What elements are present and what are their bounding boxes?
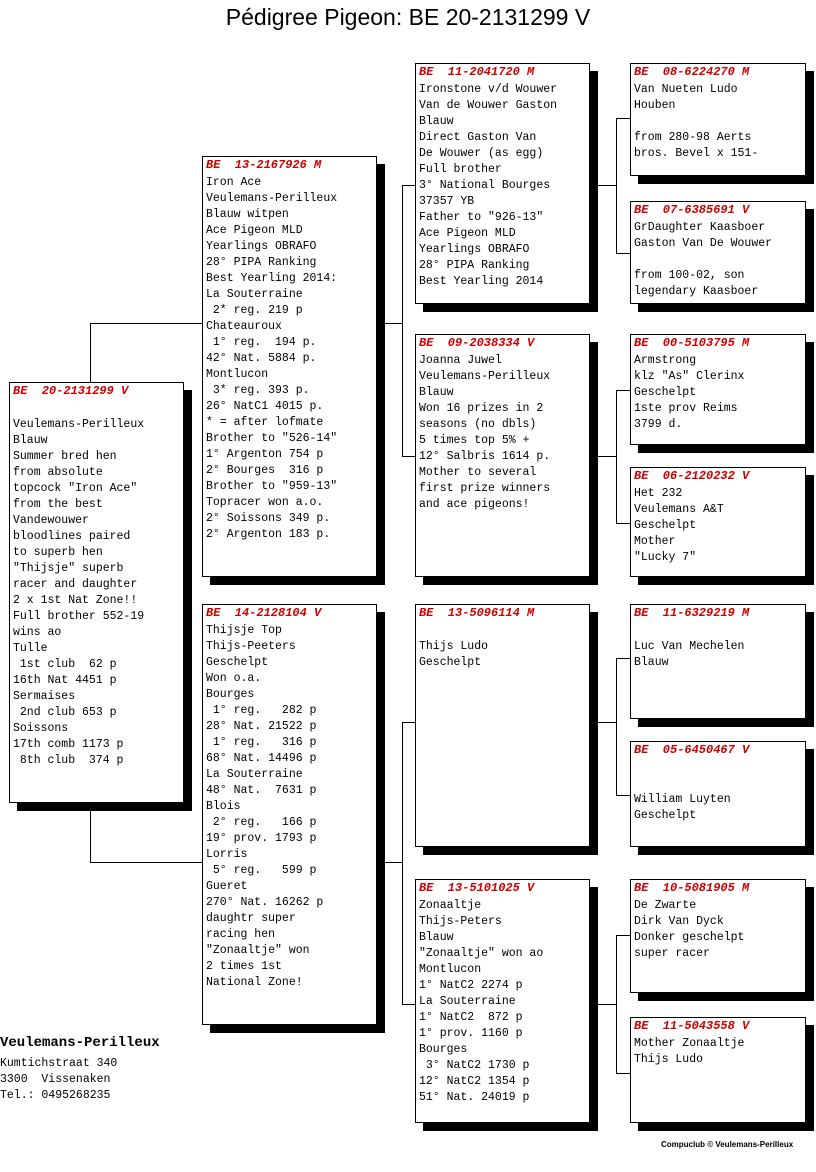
- detail-line: racer and daughter: [13, 578, 138, 591]
- detail-line: 12° Salbris 1614 p.: [419, 450, 551, 463]
- detail-line: Blauw: [419, 115, 454, 128]
- detail-line: Gueret: [206, 880, 248, 893]
- detail-line: Luc Van Mechelen: [634, 640, 745, 653]
- detail-line: bros. Bevel x 151-: [634, 147, 759, 160]
- connector-mother-mm: [402, 1004, 416, 1005]
- detail-line: Zonaaltje: [419, 899, 482, 912]
- pigeon-card-mfm: [630, 741, 806, 847]
- connector-fm-fmf: [616, 390, 631, 391]
- pigeon-details: [13, 401, 186, 769]
- ring-number: BE 13-5096114 M: [419, 606, 535, 620]
- connector-mf-stub: [597, 722, 617, 723]
- connector-main-mother: [90, 862, 203, 863]
- detail-line: Gaston Van De Wouwer: [634, 237, 773, 250]
- ring-number: BE 13-2167926 M: [206, 158, 322, 172]
- detail-line: Won o.a.: [206, 672, 262, 685]
- ring-number: BE 08-6224270 M: [634, 65, 750, 79]
- pigeon-card-ffm: [630, 201, 806, 304]
- detail-line: super racer: [634, 947, 710, 960]
- detail-line: 2° Soissons 349 p.: [206, 512, 331, 525]
- detail-line: 1° NatC2 872 p: [419, 1011, 523, 1024]
- detail-line: from absolute: [13, 466, 103, 479]
- pigeon-card-mmm: [630, 1017, 806, 1123]
- pigeon-details: [419, 353, 592, 513]
- detail-line: to superb hen: [13, 546, 103, 559]
- page-title: Pédigree Pigeon: BE 20-2131299 V: [225, 4, 591, 30]
- detail-line: [634, 252, 808, 268]
- detail-line: 270° Nat. 16262 p: [206, 896, 324, 909]
- pigeon-card-fmf: [630, 334, 806, 445]
- detail-line: 2nd club 653 p: [13, 706, 117, 719]
- connector-main-father: [90, 323, 203, 324]
- pigeon-details: [634, 623, 808, 671]
- detail-line: 17th comb 1173 p: [13, 738, 124, 751]
- detail-line: 1° reg. 282 p: [206, 704, 317, 717]
- ring-number: BE 10-5081905 M: [634, 881, 750, 895]
- detail-line: 1° NatC2 2274 p: [419, 979, 523, 992]
- connector-mother-vertical: [402, 722, 403, 1004]
- detail-line: [419, 623, 592, 639]
- pigeon-details: [206, 623, 379, 991]
- detail-line: Soissons: [13, 722, 69, 735]
- detail-line: 16th Nat 4451 p: [13, 674, 117, 687]
- connector-mm-stub: [597, 1004, 617, 1005]
- detail-line: 19° prov. 1793 p: [206, 832, 317, 845]
- detail-line: Brother to "959-13": [206, 480, 338, 493]
- detail-line: 1ste prov Reims: [634, 402, 738, 415]
- footer-credit: Compuclub © Veulemans-Perilleux: [661, 1140, 794, 1149]
- ring-number: BE 05-6450467 V: [634, 743, 750, 757]
- connector-mf-mff: [616, 658, 631, 659]
- detail-line: Veulemans A&T: [634, 503, 724, 516]
- detail-line: 2° Bourges 316 p: [206, 464, 324, 477]
- detail-line: Thijs-Peters: [419, 915, 502, 928]
- detail-line: De Zwarte: [634, 899, 697, 912]
- detail-line: [634, 623, 808, 639]
- detail-line: Montlucon: [419, 963, 482, 976]
- detail-line: [634, 114, 808, 130]
- detail-line: Best Yearling 2014:: [206, 272, 338, 285]
- detail-line: Yearlings OBRAFO: [419, 243, 530, 256]
- detail-line: Full brother 552-19: [13, 610, 145, 623]
- detail-line: Ironstone v/d Wouwer: [419, 83, 558, 96]
- detail-line: 3* reg. 393 p.: [206, 384, 310, 397]
- detail-line: 28° PIPA Ranking: [206, 256, 317, 269]
- connector-ff-ffm: [616, 253, 631, 254]
- detail-line: wins ao: [13, 626, 62, 639]
- detail-line: legendary Kaasboer: [634, 285, 759, 298]
- detail-line: Veulemans-Perilleux: [13, 418, 145, 431]
- detail-line: [634, 776, 808, 792]
- detail-line: 3° National Bourges: [419, 179, 551, 192]
- detail-line: Tulle: [13, 642, 48, 655]
- detail-line: Sermaises: [13, 690, 76, 703]
- detail-line: from 280-98 Aerts: [634, 131, 752, 144]
- detail-line: Brother to "526-14": [206, 432, 338, 445]
- pigeon-details: [634, 353, 808, 433]
- pigeon-card-fff: [630, 63, 806, 176]
- detail-line: 2 x 1st Nat Zone!!: [13, 594, 138, 607]
- detail-line: bloodlines paired: [13, 530, 131, 543]
- detail-line: La Souterraine: [206, 768, 303, 781]
- ring-number: BE 20-2131299 V: [13, 384, 129, 398]
- detail-line: klz "As" Clerinx: [634, 370, 745, 383]
- connector-mm-mmm: [616, 1073, 631, 1074]
- detail-line: Het 232: [634, 487, 683, 500]
- detail-line: and ace pigeons!: [419, 498, 530, 511]
- ring-number: BE 11-5043558 V: [634, 1019, 750, 1033]
- detail-line: National Zone!: [206, 976, 303, 989]
- pigeon-details: [419, 82, 592, 290]
- detail-line: Thijs-Peeters: [206, 640, 296, 653]
- connector-fm-stub: [597, 456, 617, 457]
- detail-line: Blauw: [13, 434, 48, 447]
- pigeon-details: [634, 220, 808, 300]
- detail-line: 12° NatC2 1354 p: [419, 1075, 530, 1088]
- detail-line: Lorris: [206, 848, 248, 861]
- detail-line: Blois: [206, 800, 241, 813]
- pigeon-card-father-mother: [415, 334, 590, 577]
- connector-mf-vertical: [616, 658, 617, 795]
- detail-line: Direct Gaston Van: [419, 131, 537, 144]
- detail-line: "Zonaaltje" won: [206, 944, 310, 957]
- ring-number: BE 06-2120232 V: [634, 469, 750, 483]
- detail-line: William Luyten: [634, 793, 731, 806]
- detail-line: 28° PIPA Ranking: [419, 259, 530, 272]
- breeder-street: Kumtichstraat 340: [0, 1057, 118, 1070]
- detail-line: Blauw: [634, 656, 669, 669]
- ring-number: BE 13-5101025 V: [419, 881, 535, 895]
- pigeon-card-father-father: [415, 63, 590, 304]
- detail-line: Armstrong: [634, 354, 697, 367]
- detail-line: Yearlings OBRAFO: [206, 240, 317, 253]
- pigeon-details: [634, 82, 808, 162]
- detail-line: Van Nueten Ludo: [634, 83, 738, 96]
- detail-line: "Lucky 7": [634, 551, 697, 564]
- detail-line: Chateauroux: [206, 320, 282, 333]
- pigeon-card-father: [202, 156, 377, 577]
- detail-line: "Zonaaltje" won ao: [419, 947, 544, 960]
- connector-mf-mfm: [616, 795, 631, 796]
- connector-mm-mmf: [616, 935, 631, 936]
- detail-line: 1° reg. 316 p: [206, 736, 317, 749]
- pigeon-details: [206, 175, 379, 543]
- detail-line: 5° reg. 599 p: [206, 864, 317, 877]
- ring-number: BE 14-2128104 V: [206, 606, 322, 620]
- detail-line: 2° reg. 166 p: [206, 816, 317, 829]
- pigeon-details: [419, 623, 592, 671]
- detail-line: 8th club 374 p: [13, 754, 124, 767]
- detail-line: Geschelpt: [419, 656, 482, 669]
- detail-line: Vandewouwer: [13, 514, 89, 527]
- pigeon-card-fmm: [630, 467, 806, 577]
- detail-line: Veulemans-Perilleux: [206, 192, 338, 205]
- detail-line: Best Yearling 2014: [419, 275, 544, 288]
- detail-line: * = after lofmate: [206, 416, 324, 429]
- detail-line: 28° Nat. 21522 p: [206, 720, 317, 733]
- breeder-info: [0, 1034, 160, 1104]
- ring-number: BE 07-6385691 V: [634, 203, 750, 217]
- detail-line: Iron Ace: [206, 176, 262, 189]
- pigeon-card-mff: [630, 604, 806, 719]
- detail-line: 37357 YB: [419, 195, 475, 208]
- breeder-phone: Tel.: 0495268235: [0, 1089, 111, 1102]
- breeder-name: Veulemans-Perilleux: [0, 1035, 160, 1051]
- detail-line: 48° Nat. 7631 p: [206, 784, 317, 797]
- detail-line: Topracer won a.o.: [206, 496, 324, 509]
- pigeon-card-mmf: [630, 879, 806, 993]
- connector-father-stub: [383, 323, 403, 324]
- detail-line: Donker geschelpt: [634, 931, 745, 944]
- detail-line: [634, 760, 808, 776]
- detail-line: 26° NatC1 4015 p.: [206, 400, 324, 413]
- detail-line: first prize winners: [419, 482, 551, 495]
- detail-line: 3799 d.: [634, 418, 683, 431]
- pigeon-details: [634, 898, 808, 962]
- detail-line: daughtr super: [206, 912, 296, 925]
- detail-line: De Wouwer (as egg): [419, 147, 544, 160]
- detail-line: Bourges: [206, 688, 255, 701]
- detail-line: Blauw: [419, 931, 454, 944]
- detail-line: GrDaughter Kaasboer: [634, 221, 766, 234]
- detail-line: Father to "926-13": [419, 211, 544, 224]
- pigeon-details: [634, 486, 808, 566]
- detail-line: "Thijsje" superb: [13, 562, 124, 575]
- detail-line: Summer bred hen: [13, 450, 117, 463]
- detail-line: Geschelpt: [634, 386, 697, 399]
- connector-father-ff: [402, 185, 416, 186]
- detail-line: Full brother: [419, 163, 502, 176]
- detail-line: 3° NatC2 1730 p: [419, 1059, 530, 1072]
- detail-line: from the best: [13, 498, 103, 511]
- detail-line: 2° Argenton 183 p.: [206, 528, 331, 541]
- detail-line: Bourges: [419, 1043, 468, 1056]
- ring-number: BE 11-2041720 M: [419, 65, 535, 79]
- detail-line: Houben: [634, 99, 676, 112]
- detail-line: Joanna Juwel: [419, 354, 502, 367]
- detail-line: racing hen: [206, 928, 276, 941]
- detail-line: Veulemans-Perilleux: [419, 370, 551, 383]
- connector-father-fm: [402, 456, 416, 457]
- detail-line: Mother Zonaaltje: [634, 1037, 745, 1050]
- ring-number: BE 11-6329219 M: [634, 606, 750, 620]
- detail-line: 2 times 1st: [206, 960, 282, 973]
- ring-number: BE 00-5103795 M: [634, 336, 750, 350]
- pigeon-details: [634, 1036, 808, 1068]
- detail-line: 42° Nat. 5884 p.: [206, 352, 317, 365]
- detail-line: topcock "Iron Ace": [13, 482, 138, 495]
- pigeon-card-mother-father: [415, 604, 590, 847]
- detail-line: 1° reg. 194 p.: [206, 336, 317, 349]
- detail-line: Mother: [634, 535, 676, 548]
- detail-line: 1° Argenton 754 p: [206, 448, 324, 461]
- detail-line: Geschelpt: [634, 809, 697, 822]
- pigeon-card-mother: [202, 604, 377, 1025]
- detail-line: from 100-02, son: [634, 269, 745, 282]
- detail-line: Ace Pigeon MLD: [419, 227, 516, 240]
- detail-line: Blauw witpen: [206, 208, 289, 221]
- detail-line: Mother to several: [419, 466, 537, 479]
- detail-line: Blauw: [419, 386, 454, 399]
- detail-line: 5 times top 5% +: [419, 434, 530, 447]
- breeder-city: 3300 Vissenaken: [0, 1073, 111, 1086]
- detail-line: Thijsje Top: [206, 624, 282, 637]
- detail-line: Montlucon: [206, 368, 269, 381]
- detail-line: La Souterraine: [206, 288, 303, 301]
- pigeon-card-main: [9, 382, 184, 803]
- connector-ff-fff: [616, 118, 631, 119]
- detail-line: 1° prov. 1160 p: [419, 1027, 523, 1040]
- detail-line: seasons (no dbls): [419, 418, 537, 431]
- detail-line: 2* reg. 219 p: [206, 304, 303, 317]
- detail-line: [13, 401, 186, 417]
- detail-line: 68° Nat. 14496 p: [206, 752, 317, 765]
- ring-number: BE 09-2038334 V: [419, 336, 535, 350]
- detail-line: Geschelpt: [634, 519, 697, 532]
- pigeon-card-mother-mother: [415, 879, 590, 1123]
- detail-line: La Souterraine: [419, 995, 516, 1008]
- pigeon-details: [634, 760, 808, 824]
- detail-line: Van de Wouwer Gaston: [419, 99, 558, 112]
- detail-line: Thijs Ludo: [634, 1053, 704, 1066]
- detail-line: 51° Nat. 24019 p: [419, 1091, 530, 1104]
- connector-mother-stub: [383, 862, 403, 863]
- detail-line: Won 16 prizes in 2: [419, 402, 544, 415]
- connector-father-vertical: [402, 185, 403, 456]
- pigeon-details: [419, 898, 592, 1106]
- detail-line: Ace Pigeon MLD: [206, 224, 303, 237]
- detail-line: Thijs Ludo: [419, 640, 489, 653]
- connector-ff-stub: [597, 185, 617, 186]
- connector-fm-fmm: [616, 523, 631, 524]
- detail-line: Dirk Van Dyck: [634, 915, 724, 928]
- connector-mother-mf: [402, 722, 416, 723]
- detail-line: 1st club 62 p: [13, 658, 117, 671]
- detail-line: Geschelpt: [206, 656, 269, 669]
